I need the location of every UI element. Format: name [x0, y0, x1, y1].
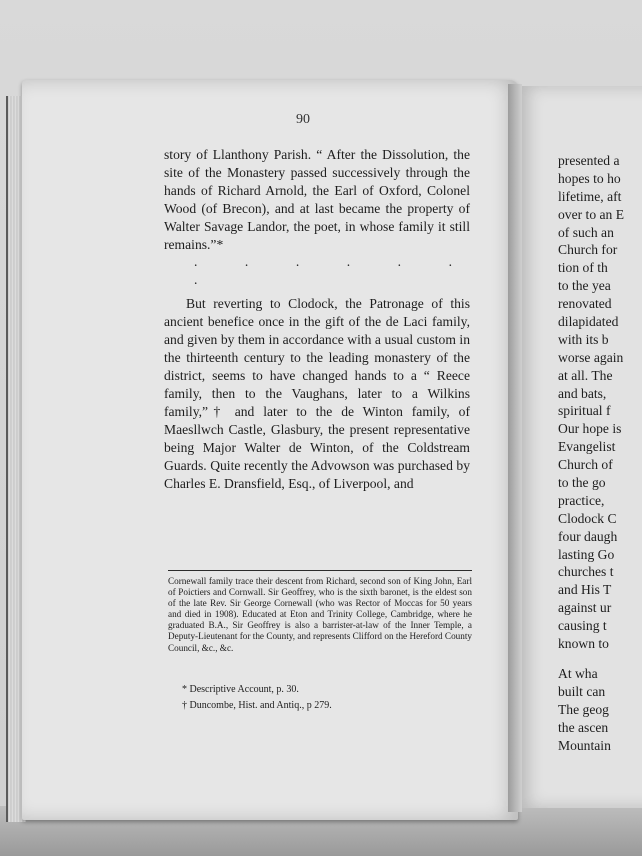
footnote-reference: † Duncombe, Hist. and Antiq., p 279.: [182, 700, 332, 711]
main-text-block: [164, 146, 470, 492]
right-line: The geog: [558, 701, 609, 717]
right-line: spiritual f: [558, 403, 611, 419]
right-line: built can: [558, 683, 606, 699]
right-line: renovated: [558, 296, 612, 312]
right-page-text: [558, 152, 642, 754]
right-page: [518, 86, 642, 808]
right-line: dilapidated: [558, 314, 619, 330]
right-line: presented a: [558, 153, 620, 168]
footnote-block: [168, 576, 472, 654]
right-line: to the go: [558, 475, 606, 491]
right-line: worse again: [558, 349, 624, 365]
right-line: to the yea: [558, 278, 611, 294]
right-line: Evangelist: [558, 439, 616, 455]
right-line: churches t: [558, 564, 614, 580]
right-line: four daugh: [558, 528, 618, 544]
footnote-reference: * Descriptive Account, p. 30.: [182, 684, 299, 695]
right-line-gap: [558, 653, 642, 665]
right-line: and His T: [558, 582, 612, 598]
paragraph: But reverting to Clodock, the Patronage of this ancient benefice once in the gift of the de Laci family, and given by them in accordance with a usual custom in the thirteenth century to the leading monastery of the district, seems to have changed hands to a “ Reece family, then to the Vaughans, later to a Wilkins family,”† and later to the de Winton family, of Maesllwch Castle, Glasbury, the present representative being Major Walter de Winton, of the Coldstream Guards. Quite recently the Advowson was purchased by Charles E. Dransfield, Esq., of Liverpool, and: [164, 296, 470, 491]
right-line: lifetime, aft: [558, 188, 622, 204]
footnote-text: Cornewall family trace their descent from Richard, second son of King John, Earl of Poictiers and Cornwall. Sir Geoffrey, who is the sixth baronet, is the eldest son of the late Rev. Sir George Cornewall (who was Rector of Moccas for 50 years and died in 1908). Educated at Eton and Trinity College, Cambridge, where he graduated B.A., Sir Geoffrey is also a barrister-at-law of the Inner Temple, a Deputy-Lieutenant for the County, and represents Clifford on the Hereford County Council, &c., &c.: [168, 576, 472, 653]
page-number: 90: [296, 112, 310, 127]
right-line: hopes to ho: [558, 170, 621, 186]
right-line: over to an E: [558, 206, 625, 222]
right-line: Church of: [558, 457, 613, 473]
right-line: at all. The: [558, 367, 613, 383]
footnote-divider: [168, 570, 472, 571]
section-break: . . . . . . .: [194, 254, 470, 288]
right-line: At wha: [558, 665, 598, 681]
right-line: the ascen: [558, 719, 609, 735]
right-line: Mountain: [558, 737, 611, 753]
right-line: lasting Go: [558, 546, 615, 562]
right-line: Our hope is: [558, 421, 622, 437]
book-gutter: [508, 84, 522, 812]
right-line: of such an: [558, 224, 614, 240]
right-line: tion of th: [558, 260, 608, 276]
right-line: causing t: [558, 618, 607, 634]
right-line: Clodock C: [558, 510, 617, 526]
right-line: known to: [558, 636, 609, 652]
right-line: and bats,: [558, 385, 607, 401]
right-line: with its b: [558, 331, 609, 347]
right-line: Church for: [558, 242, 618, 258]
right-line: against ur: [558, 600, 612, 616]
paragraph: story of Llanthony Parish. “ After the Dissolution, the site of the Monastery passed successively through the hands of Richard Arnold, the Earl of Oxford, Colonel Wood (of Brecon), and at last became the property of Walter Savage Landor, the poet, in whose family it still remains.”*: [164, 147, 470, 252]
right-line: practice,: [558, 492, 605, 508]
